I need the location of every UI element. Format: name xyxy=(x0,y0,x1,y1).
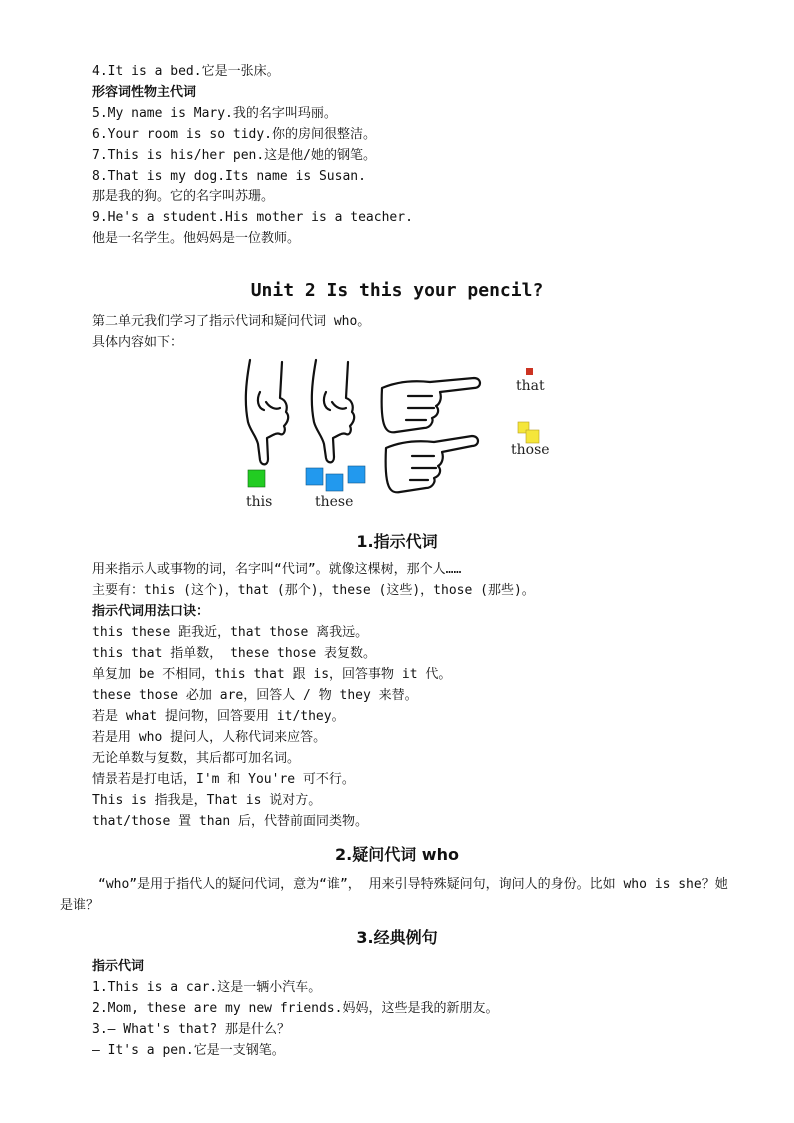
blue-block xyxy=(326,474,343,491)
section-title-examples: 3.经典例句 xyxy=(356,928,438,947)
label-these: these xyxy=(315,494,354,510)
example-line: — It's a pen.它是一支钢笔。 xyxy=(92,1043,285,1058)
subheading-possessive: 形容词性物主代词 xyxy=(92,85,197,100)
hand-right-icon xyxy=(382,378,480,432)
example-line: 6.Your room is so tidy.你的房间很整洁。 xyxy=(92,127,377,142)
subheading-demonstratives: 指示代词 xyxy=(92,959,145,974)
rhyme-line: this that 指单数， these those 表复数。 xyxy=(92,646,377,661)
blue-block xyxy=(306,468,323,485)
rhyme-line: this these 距我近，that those 离我远。 xyxy=(92,625,369,640)
label-those: those xyxy=(511,442,550,458)
example-line: 9.He's a student.His mother is a teacher. xyxy=(92,210,413,225)
example-line: 他是一名学生。他妈妈是一位教师。 xyxy=(92,231,301,246)
hand-down-icon xyxy=(312,360,354,462)
rhyme-line: that/those 置 than 后，代替前面同类物。 xyxy=(92,814,369,829)
rhyme-line: 无论单数与复数，其后都可加名词。 xyxy=(92,751,301,766)
section-line: 用来指示人或事物的词，名字叫“代词”。就像这棵树，那个人…… xyxy=(92,562,462,577)
example-line: 4.It is a bed.它是一张床。 xyxy=(92,64,280,79)
hand-right-icon xyxy=(386,436,478,492)
label-this: this xyxy=(246,494,273,510)
unit-title: Unit 2 Is this your pencil? xyxy=(250,280,544,301)
rhyme-line: 若是 what 提问物，回答要用 it/they。 xyxy=(92,709,345,724)
section-line: 主要有：this (这个)，that (那个)，these (这些)，those (那些)。 xyxy=(92,583,535,598)
green-block xyxy=(248,470,265,487)
rhyme-line: 若是用 who 提问人，人称代词来应答。 xyxy=(92,730,327,745)
who-paragraph: “who”是用于指代人的疑问代词，意为“谁”， 用来引导特殊疑问句，询问人的身份。比如 who is she？她是谁？ xyxy=(60,877,728,913)
hand-down-icon xyxy=(246,360,288,464)
section-title-demonstratives: 1.指示代词 xyxy=(356,532,438,551)
intro-line: 第二单元我们学习了指示代词和疑问代词 who。 xyxy=(92,314,371,329)
intro-line: 具体内容如下： xyxy=(92,335,184,350)
rhyme-line: 情景若是打电话，I'm 和 You're 可不行。 xyxy=(92,772,355,787)
example-line: 2.Mom, these are my new friends.妈妈，这些是我的新朋友。 xyxy=(92,1001,499,1016)
red-block xyxy=(526,368,533,375)
example-line: 3.— What's that? 那是什么？ xyxy=(92,1022,291,1037)
section-title-who: 2.疑问代词 who xyxy=(335,845,459,864)
example-line: 7.This is his/her pen.这是他/她的钢笔。 xyxy=(92,148,377,163)
subheading-rhyme: 指示代词用法口诀： xyxy=(92,604,210,619)
example-line: 那是我的狗。它的名字叫苏珊。 xyxy=(92,189,275,204)
rhyme-line: This is 指我是，That is 说对方。 xyxy=(92,793,322,808)
example-line: 1.This is a car.这是一辆小汽车。 xyxy=(92,980,322,995)
rhyme-line: these those 必加 are，回答人 / 物 they 来替。 xyxy=(92,688,418,703)
blue-block xyxy=(348,466,365,483)
example-line: 5.My name is Mary.我的名字叫玛丽。 xyxy=(92,106,337,121)
label-that: that xyxy=(516,378,545,394)
example-line: 8.That is my dog.Its name is Susan. xyxy=(92,169,366,184)
rhyme-line: 单复加 be 不相同，this that 跟 is，回答事物 it 代。 xyxy=(92,667,452,682)
